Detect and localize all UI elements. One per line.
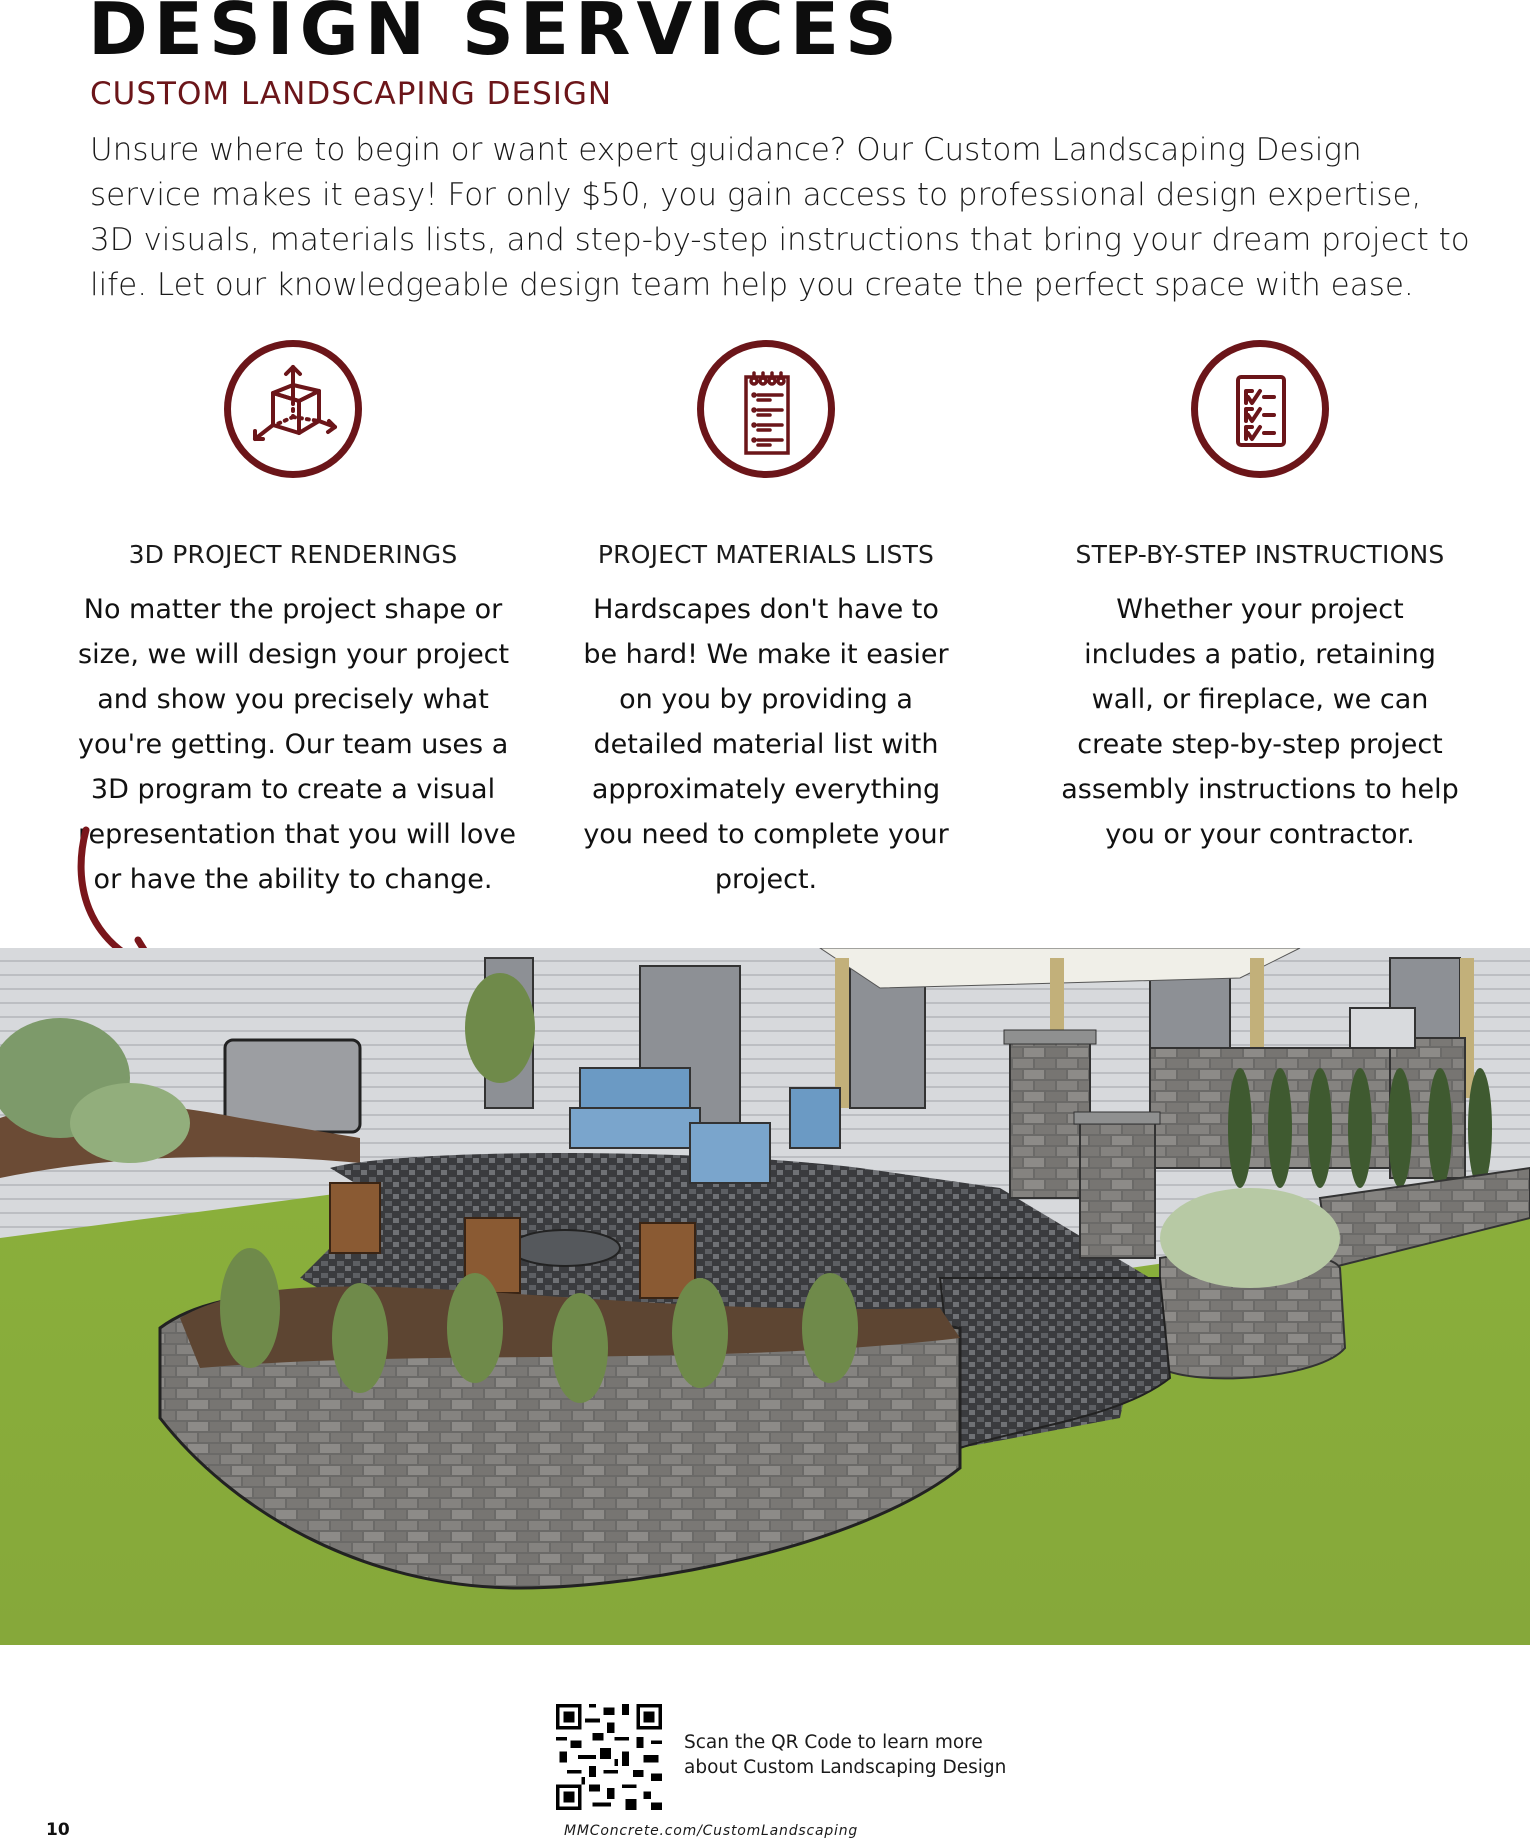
qr-caption xyxy=(684,1730,1006,1780)
section-subtitle: CUSTOM LANDSCAPING DESIGN xyxy=(90,76,613,112)
feature-line: Hardscapes don't have to xyxy=(593,594,939,625)
feature-line: assembly instructions to help xyxy=(1061,774,1459,805)
intro-line: service makes it easy! For only $50, you gain access to professional design expertise, xyxy=(90,177,1422,213)
feature-materials-lists xyxy=(551,340,981,902)
feature-line: size, we will design your project xyxy=(78,639,510,670)
page-title: DESIGN SERVICES xyxy=(88,0,903,71)
feature-line: create step-by-step project xyxy=(1077,729,1443,760)
feature-step-by-step xyxy=(1045,340,1475,857)
feature-line: project. xyxy=(714,864,818,895)
qr-caption-line: about Custom Landscaping Design xyxy=(684,1757,1007,1778)
checklist-icon xyxy=(1191,340,1329,478)
feature-3d-renderings xyxy=(78,340,516,902)
patio-3d-rendering-image xyxy=(0,948,1530,1645)
intro-paragraph xyxy=(90,128,1470,308)
feature-line: be hard! We make it easier xyxy=(583,639,949,670)
qr-code-image[interactable] xyxy=(556,1704,662,1810)
feature-line: or have the ability to change. xyxy=(93,864,493,895)
feature-line: you're getting. Our team uses a xyxy=(78,729,509,760)
feature-title: PROJECT MATERIALS LISTS xyxy=(597,540,935,569)
feature-line: Whether your project xyxy=(1116,594,1404,625)
feature-line: approximately everything xyxy=(591,774,941,805)
3d-cube-axes-icon xyxy=(224,340,362,478)
feature-line: you need to complete your xyxy=(583,819,949,850)
feature-description xyxy=(1045,587,1475,857)
feature-title: 3D PROJECT RENDERINGS xyxy=(128,540,458,569)
feature-line: on you by providing a xyxy=(619,684,913,715)
intro-line: 3D visuals, materials lists, and step-by-step instructions that bring your dream project to xyxy=(90,222,1470,258)
feature-line: 3D program to create a visual xyxy=(90,774,496,805)
notepad-list-icon xyxy=(697,340,835,478)
feature-line: includes a patio, retaining xyxy=(1084,639,1436,670)
feature-line: representation that you will love xyxy=(78,819,516,850)
intro-line: life. Let our knowledgeable design team help you create the perfect space with ease. xyxy=(90,267,1414,303)
qr-caption-line: Scan the QR Code to learn more xyxy=(684,1732,983,1753)
feature-line: you or your contractor. xyxy=(1105,819,1415,850)
intro-line: Unsure where to begin or want expert guidance? Our Custom Landscaping Design xyxy=(90,132,1362,168)
feature-line: No matter the project shape or xyxy=(83,594,503,625)
feature-description xyxy=(551,587,981,902)
feature-line: detailed material list with xyxy=(593,729,939,760)
page-number: 10 xyxy=(46,1820,70,1840)
website-link[interactable]: MMConcrete.com/CustomLandscaping xyxy=(564,1823,859,1839)
feature-line: and show you precisely what xyxy=(97,684,489,715)
feature-line: wall, or fireplace, we can xyxy=(1091,684,1429,715)
feature-title: STEP-BY-STEP INSTRUCTIONS xyxy=(1075,540,1445,569)
